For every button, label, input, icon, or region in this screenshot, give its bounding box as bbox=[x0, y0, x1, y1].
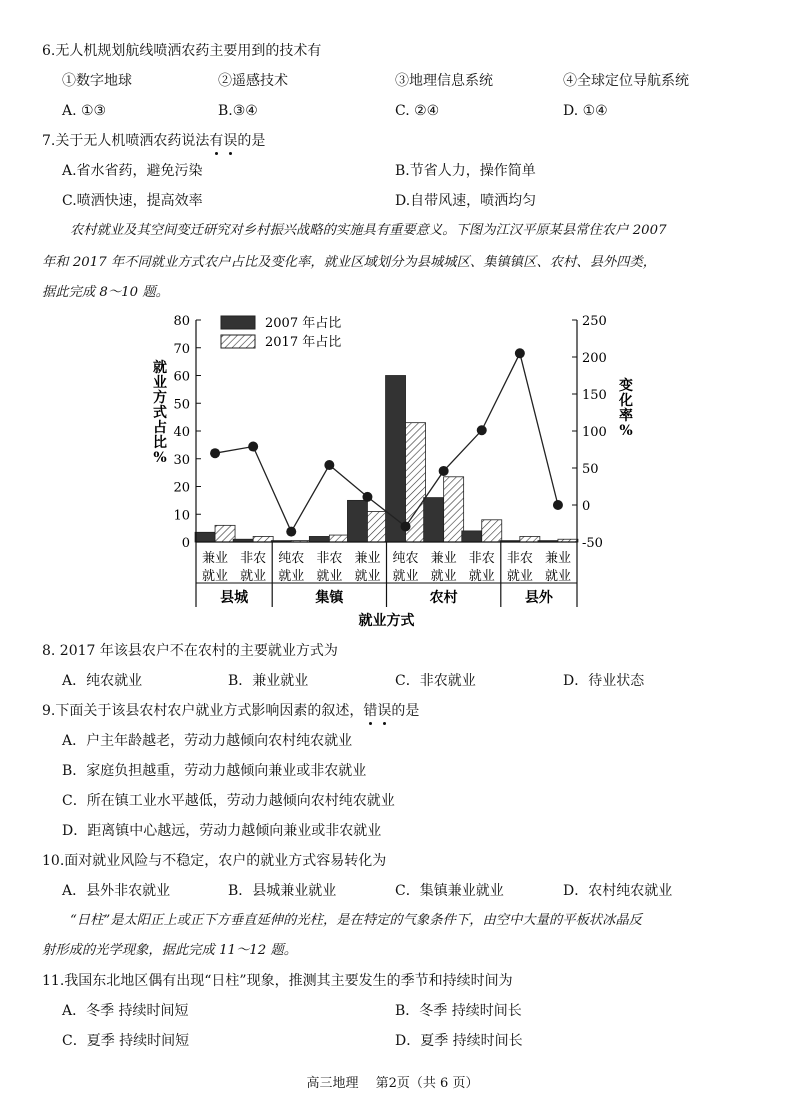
y-tick-label: 50 bbox=[173, 397, 190, 413]
y-axis-title-char: 方 bbox=[153, 390, 167, 406]
bar-2017 bbox=[329, 535, 349, 542]
x-tick-label-line2: 就业 bbox=[392, 569, 419, 584]
q9-stem-text: 9.下面关于该县农村农户就业方式影响因素的叙述， bbox=[42, 703, 364, 719]
change-rate-point bbox=[515, 348, 525, 358]
passage2-line1: “日柱”是太阳正上或正下方垂直延伸的光柱，是在特定的气象条件下，由空中大量的平板状冰晶反 bbox=[70, 913, 643, 928]
y2-tick-label: 250 bbox=[582, 314, 607, 329]
q6-option-a: A. ①③ bbox=[62, 103, 107, 119]
q7-option-b: B.节省人力，操作简单 bbox=[395, 163, 536, 179]
q8-stem: 8. 2017 年该县农户不在农村的主要就业方式为 bbox=[42, 643, 338, 659]
x-tick-label-line1: 非农 bbox=[506, 551, 533, 566]
x-tick-label-line2: 就业 bbox=[430, 569, 457, 584]
q7-stem-tail: 的是 bbox=[237, 133, 266, 149]
q7-stem-emphasis-2: 误 bbox=[223, 133, 238, 149]
y-tick-label: 40 bbox=[173, 425, 190, 440]
q9-stem-emphasis-2: 误 bbox=[377, 703, 392, 719]
group-label: 县城 bbox=[220, 590, 249, 606]
x-tick-label-line1: 兼业 bbox=[430, 551, 457, 566]
q9-option-d: D．距离镇中心越远，劳动力越倾向兼业或非农就业 bbox=[62, 823, 382, 839]
y2-tick-label: 50 bbox=[582, 462, 599, 477]
x-tick-label-line2: 就业 bbox=[202, 569, 229, 584]
y2-tick-label: 150 bbox=[582, 388, 607, 403]
q9-option-a: A．户主年龄越老，劳动力越倾向农村纯农就业 bbox=[62, 733, 353, 749]
y2-tick-label: 200 bbox=[582, 351, 607, 366]
bar-2017 bbox=[444, 477, 464, 542]
y2-tick-label: 0 bbox=[582, 499, 591, 514]
q8-option-b: B．兼业就业 bbox=[228, 673, 309, 689]
change-rate-point bbox=[439, 466, 449, 476]
q7-stem bbox=[42, 132, 265, 150]
y-tick-label: 10 bbox=[173, 508, 190, 524]
y-axis-title-char: 式 bbox=[153, 405, 167, 421]
y-axis-title-char: 业 bbox=[153, 375, 167, 391]
x-tick-label-line1: 纯农 bbox=[278, 551, 305, 566]
page-footer: 高三地理 第2页（共 6 页） bbox=[306, 1076, 479, 1091]
q10-option-b: B．县城兼业就业 bbox=[228, 883, 337, 899]
q8-option-a: A．纯农就业 bbox=[62, 673, 143, 689]
q10-option-d: D．农村纯农就业 bbox=[563, 883, 673, 899]
q8-option-c: C．非农就业 bbox=[395, 673, 476, 689]
x-tick-label-line2: 就业 bbox=[240, 569, 267, 584]
group-label: 集镇 bbox=[315, 590, 344, 606]
bar-2007 bbox=[347, 500, 367, 542]
y-axis-title-char: 比 bbox=[153, 435, 167, 451]
q7-stem-text: 7.关于无人机喷洒农药说法 bbox=[42, 133, 210, 149]
q10-option-c: C．集镇兼业就业 bbox=[395, 883, 504, 899]
x-tick-label-line1: 非农 bbox=[468, 551, 495, 566]
y-axis-title-char: % bbox=[153, 450, 167, 466]
x-tick-label-line1: 非农 bbox=[316, 551, 343, 566]
q9-option-b: B．家庭负担越重，劳动力越倾向兼业或非农就业 bbox=[62, 763, 367, 779]
y2-axis-title-char: 变 bbox=[619, 378, 633, 394]
y-tick-label: 70 bbox=[173, 341, 190, 357]
x-tick-label-line2: 就业 bbox=[316, 569, 343, 584]
q9-stem bbox=[42, 702, 419, 720]
q11-option-b: B．冬季 持续时间长 bbox=[395, 1003, 522, 1019]
bar-2017 bbox=[253, 536, 273, 542]
y-axis-title-char: 占 bbox=[153, 420, 167, 436]
bar-2017 bbox=[520, 536, 540, 542]
q8-option-d: D．待业状态 bbox=[563, 673, 645, 689]
change-rate-point bbox=[248, 442, 258, 452]
change-rate-point bbox=[362, 492, 372, 502]
x-tick-label-line2: 就业 bbox=[506, 569, 533, 584]
bar-2017 bbox=[482, 520, 502, 542]
y2-axis-title-char: 率 bbox=[619, 408, 633, 424]
passage2-line2: 射形成的光学现象，据此完成 11～12 题。 bbox=[42, 943, 298, 958]
q11-stem: 11.我国东北地区偶有出现“日柱”现象，推测其主要发生的季节和持续时间为 bbox=[42, 973, 513, 989]
passage1-line2: 年和 2017 年不同就业方式农户占比及变化率，就业区域划分为县城城区、集镇镇区、农村、县外四类， bbox=[42, 255, 657, 270]
q6-item-3: ③地理信息系统 bbox=[395, 73, 493, 89]
x-tick-label-line1: 纯农 bbox=[392, 551, 419, 566]
y-tick-label: 0 bbox=[181, 536, 190, 551]
q7-option-d: D.自带风速，喷洒均匀 bbox=[395, 193, 537, 209]
q9-stem-emphasis-1: 错 bbox=[363, 703, 378, 719]
bar-2007 bbox=[386, 376, 406, 543]
x-tick-label-line2: 就业 bbox=[278, 569, 305, 584]
group-label: 县外 bbox=[524, 590, 553, 606]
q6-option-d: D. ①④ bbox=[563, 103, 608, 119]
change-rate-point bbox=[477, 425, 487, 435]
y2-tick-label: -50 bbox=[582, 536, 603, 551]
bar-2017 bbox=[367, 511, 387, 542]
y2-tick-label: 100 bbox=[582, 425, 607, 440]
change-rate-point bbox=[210, 448, 220, 458]
x-tick-label-line1: 非农 bbox=[240, 551, 267, 566]
bar-2007 bbox=[309, 536, 329, 542]
y-tick-label: 20 bbox=[173, 480, 190, 496]
bar-2017 bbox=[215, 525, 235, 542]
q6-option-c: C. ②④ bbox=[395, 103, 440, 119]
q11-option-a: A．冬季 持续时间短 bbox=[62, 1003, 189, 1019]
y-tick-label: 30 bbox=[173, 452, 190, 468]
change-rate-point bbox=[553, 500, 563, 510]
y-axis-title-char: 就 bbox=[153, 360, 167, 376]
change-rate-point bbox=[401, 521, 411, 531]
q7-stem-emphasis-1: 有 bbox=[209, 133, 224, 149]
q10-stem: 10.面对就业风险与不稳定，农户的就业方式容易转化为 bbox=[42, 853, 387, 869]
legend-label-2007: 2007 年占比 bbox=[265, 316, 342, 331]
q7-option-c: C.喷洒快速，提高效率 bbox=[62, 193, 203, 209]
x-tick-label-line1: 兼业 bbox=[544, 551, 571, 566]
legend-swatch-2007 bbox=[221, 316, 255, 329]
q11-option-d: D．夏季 持续时间长 bbox=[395, 1033, 523, 1049]
q6-item-2: ②遥感技术 bbox=[218, 73, 288, 89]
x-tick-label-line2: 就业 bbox=[468, 569, 495, 584]
legend-label-2017: 2017 年占比 bbox=[265, 335, 342, 350]
bar-2007 bbox=[462, 531, 482, 542]
x-tick-label-line2: 就业 bbox=[544, 569, 571, 584]
change-rate-point bbox=[286, 527, 296, 537]
bar-2007 bbox=[424, 498, 444, 542]
y-tick-label: 80 bbox=[173, 314, 190, 329]
q9-stem-tail: 的是 bbox=[391, 703, 420, 719]
x-tick-label-line2: 就业 bbox=[354, 569, 381, 584]
q7-option-a: A.省水省药，避免污染 bbox=[62, 163, 203, 179]
legend-swatch-2017 bbox=[221, 335, 255, 348]
q9-option-c: C．所在镇工业水平越低，劳动力越倾向农村纯农就业 bbox=[62, 793, 395, 809]
change-rate-point bbox=[324, 460, 334, 470]
y-tick-label: 60 bbox=[173, 369, 190, 385]
q6-item-1: ①数字地球 bbox=[62, 73, 132, 89]
passage1-line1: 农村就业及其空间变迁研究对乡村振兴战略的实施具有重要意义。下图为江汉平原某县常住农户 2007 bbox=[70, 223, 667, 238]
y2-axis-title-char: 化 bbox=[619, 393, 633, 409]
q10-option-a: A．县外非农就业 bbox=[62, 883, 171, 899]
employment-chart bbox=[140, 305, 660, 630]
q6-stem: 6.无人机规划航线喷洒农药主要用到的技术有 bbox=[42, 43, 322, 59]
q11-option-c: C．夏季 持续时间短 bbox=[62, 1033, 190, 1049]
x-axis-title: 就业方式 bbox=[358, 613, 415, 629]
passage1-line3: 据此完成 8～10 题。 bbox=[42, 285, 169, 300]
x-tick-label-line1: 兼业 bbox=[202, 551, 229, 566]
q6-option-b: B.③④ bbox=[218, 103, 258, 119]
group-label: 农村 bbox=[429, 590, 458, 606]
q6-item-4: ④全球定位导航系统 bbox=[563, 73, 689, 89]
bar-2007 bbox=[195, 532, 215, 542]
x-tick-label-line1: 兼业 bbox=[354, 551, 381, 566]
y2-axis-title-char: % bbox=[619, 423, 633, 439]
